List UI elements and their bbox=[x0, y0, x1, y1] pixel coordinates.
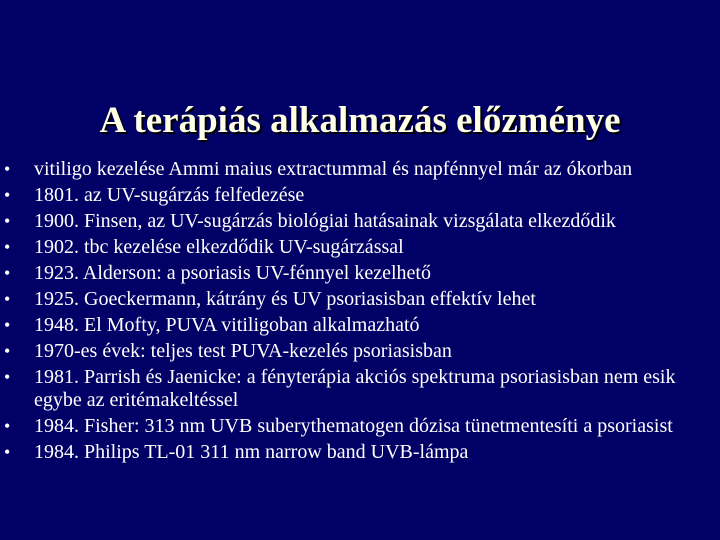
bullet-text: 1902. tbc kezelése elkezdődik UV-sugárzással bbox=[34, 236, 404, 258]
bullet-text: 1984. Philips TL-01 311 nm narrow band UVB-lámpa bbox=[34, 441, 469, 463]
bullet-icon: • bbox=[4, 211, 11, 231]
slide-title: A terápiás alkalmazás előzménye bbox=[99, 99, 621, 141]
bullet-icon: • bbox=[4, 159, 11, 179]
bullet-item bbox=[0, 314, 720, 337]
bullet-icon: • bbox=[4, 263, 11, 283]
bullet-icon: • bbox=[4, 185, 11, 205]
bullet-item bbox=[0, 236, 720, 259]
bullet-icon: • bbox=[4, 442, 11, 462]
bullet-icon: • bbox=[4, 289, 11, 309]
bullet-item bbox=[0, 184, 720, 207]
bullet-text: vitiligo kezelése Ammi maius extractummal és napfénnyel már az ókorban bbox=[34, 158, 633, 180]
bullet-item bbox=[0, 158, 720, 181]
bullet-item bbox=[0, 441, 720, 464]
bullet-item bbox=[0, 210, 720, 233]
bullet-text: 1984. Fisher: 313 nm UVB suberythematogen dózisa tünetmentesíti a psoriasist bbox=[34, 415, 673, 437]
bullet-text: 1948. El Mofty, PUVA vitiligoban alkalmazható bbox=[34, 314, 420, 336]
bullet-list bbox=[0, 158, 720, 467]
bullet-text: 1801. az UV-sugárzás felfedezése bbox=[34, 184, 305, 206]
bullet-item bbox=[0, 340, 720, 363]
bullet-item bbox=[0, 415, 720, 438]
bullet-icon: • bbox=[4, 341, 11, 361]
bullet-icon: • bbox=[4, 367, 11, 387]
bullet-text: 1970-es évek: teljes test PUVA-kezelés psoriasisban bbox=[34, 340, 452, 362]
bullet-item bbox=[0, 262, 720, 285]
bullet-icon: • bbox=[4, 416, 11, 436]
bullet-item bbox=[0, 288, 720, 311]
bullet-icon: • bbox=[4, 315, 11, 335]
bullet-icon: • bbox=[4, 237, 11, 257]
bullet-text: 1900. Finsen, az UV-sugárzás biológiai hatásainak vizsgálata elkezdődik bbox=[34, 210, 616, 232]
bullet-text: 1981. Parrish és Jaenicke: a fényterápia akciós spektruma psoriasisban nem esik egybe az eritémakeltéssel bbox=[34, 366, 676, 411]
bullet-text: 1923. Alderson: a psoriasis UV-fénnyel kezelhető bbox=[34, 262, 431, 284]
bullet-text: 1925. Goeckermann, kátrány és UV psoriasisban effektív lehet bbox=[34, 288, 536, 310]
bullet-item bbox=[0, 366, 720, 412]
